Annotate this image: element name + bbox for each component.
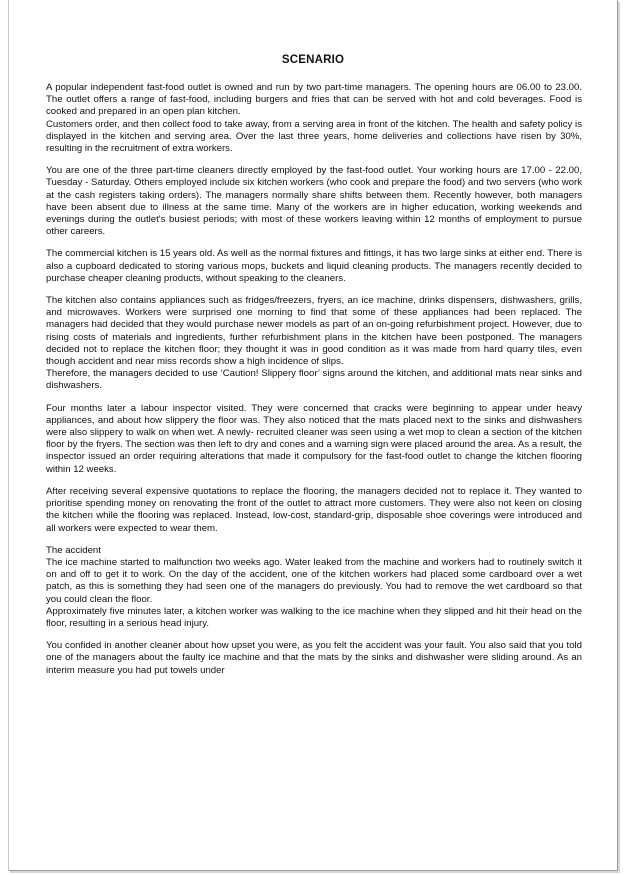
paragraph-ice-machine: The ice machine started to malfunction two weeks ago. Water leaked from the machine and workers had to routinely switch it on and off to get it to work. On the day of the accident, one of the kitchen workers had placed some cardboard over a wet patch, as this is something they had seen one of the managers do previously. You had to remove the wet cardboard so that you could clean the floor. — [46, 556, 582, 605]
paragraph-gap — [46, 630, 582, 640]
paragraph-cleaners: You are one of the three part-time cleaners directly employed by the fast-food outlet. Your working hours are 17.00 - 22.00, Tuesday - Saturday. Others employed include six kitchen workers (who cook and prepare the food) and two servers (who work at the cash registers taking orders). The managers normally share shifts between them. Recently however, both managers have been absent due to illness at the same time. Many of the workers are in higher education, working weekends and evenings during the outlet's busiest periods; with most of these workers leaving within 12 months of employment to pursue other careers. — [46, 165, 582, 238]
paragraph-gap — [46, 285, 582, 295]
paragraph-gap — [46, 535, 582, 545]
paragraph-quotations: After receiving several expensive quotations to replace the flooring, the managers decided not to replace it. They wanted to prioritise spending money on renovating the front of the outlet to attract more customers. They were also not keen on closing the kitchen while the flooring was replaced. Instead, low-cost, standard-grip, disposable shoe coverings were introduced and all workers were expected to wear them. — [46, 485, 582, 534]
paragraph-intro: A popular independent fast-food outlet is owned and run by two part-time managers. The opening hours are 06.00 to 23.00. The outlet offers a range of fast-food, including burgers and fries that can be served with hot and cold beverages. Food is cooked and prepared in an open plan kitchen. — [46, 82, 582, 118]
page-title: SCENARIO — [281, 54, 345, 66]
section-heading-accident: The accident — [46, 544, 101, 556]
paragraph-gap — [46, 238, 582, 248]
document-page — [8, 0, 618, 871]
paragraph-gap — [46, 393, 582, 403]
paragraph-kitchen: The commercial kitchen is 15 years old. As well as the normal fixtures and fittings, it has two large sinks at either end. There is also a cupboard dedicated to storing various mops, buckets and liquid cleaning products. The managers recently decided to purchase cheaper cleaning products, without speaking to the cleaners. — [46, 248, 582, 284]
paragraph-confided: You confided in another cleaner about how upset you were, as you felt the accident was your fault. You also said that you told one of the managers about the faulty ice machine and that the mats by the sinks and dishwasher were sliding around. As an interim measure you had put towels under — [46, 640, 582, 676]
paragraph-gap — [46, 155, 582, 165]
paragraph-customers: Customers order, and then collect food to take away, from a serving area in front of the kitchen. The health and safety policy is displayed in the kitchen and serving area. Over the last three years, home deliveries and collections have risen by 30%, resulting in the recruitment of extra workers. — [46, 118, 582, 155]
paragraph-slip: Approximately five minutes later, a kitchen worker was walking to the ice machine when they slipped and hit their head on the floor, resulting in a serious head injury. — [46, 605, 582, 629]
paragraph-gap — [46, 476, 582, 486]
paragraph-appliances: The kitchen also contains appliances such as fridges/freezers, fryers, an ice machine, drinks dispensers, dishwashers, grills, and microwaves. Workers were surprised one morning to find that some of these appliances had been replaced. The managers had decided that they would purchase newer models as part of an on-going refurbishment project. However, due to rising costs of materials and ingredients, further refurbishment plans in the kitchen have been postponed. The managers decided not to replace the kitchen floor; they thought it was in good condition as it was made from hard quarry tiles, even though accident and near miss records show a high incidence of slips. — [46, 295, 582, 368]
paragraph-signs: Therefore, the managers decided to use ‘Caution! Slippery floor’ signs around the kitchen, and additional mats near sinks and dishwashers. — [46, 368, 582, 392]
document-body — [46, 82, 582, 677]
paragraph-inspector: Four months later a labour inspector visited. They were concerned that cracks were beginning to appear under heavy appliances, and about how slippery the floor was. They also noticed that the mats placed next to the sinks and dishwashers were also slippery to walk on when wet. A newly- recruited cleaner was seen using a wet mop to clean a section of the kitchen floor by the fryers. The section was then left to dry and cones and a warning sign were placed around the area. As a result, the inspector issued an order requiring alterations that made it compulsory for the fast-food outlet to change the kitchen flooring within 12 weeks. — [46, 402, 582, 475]
